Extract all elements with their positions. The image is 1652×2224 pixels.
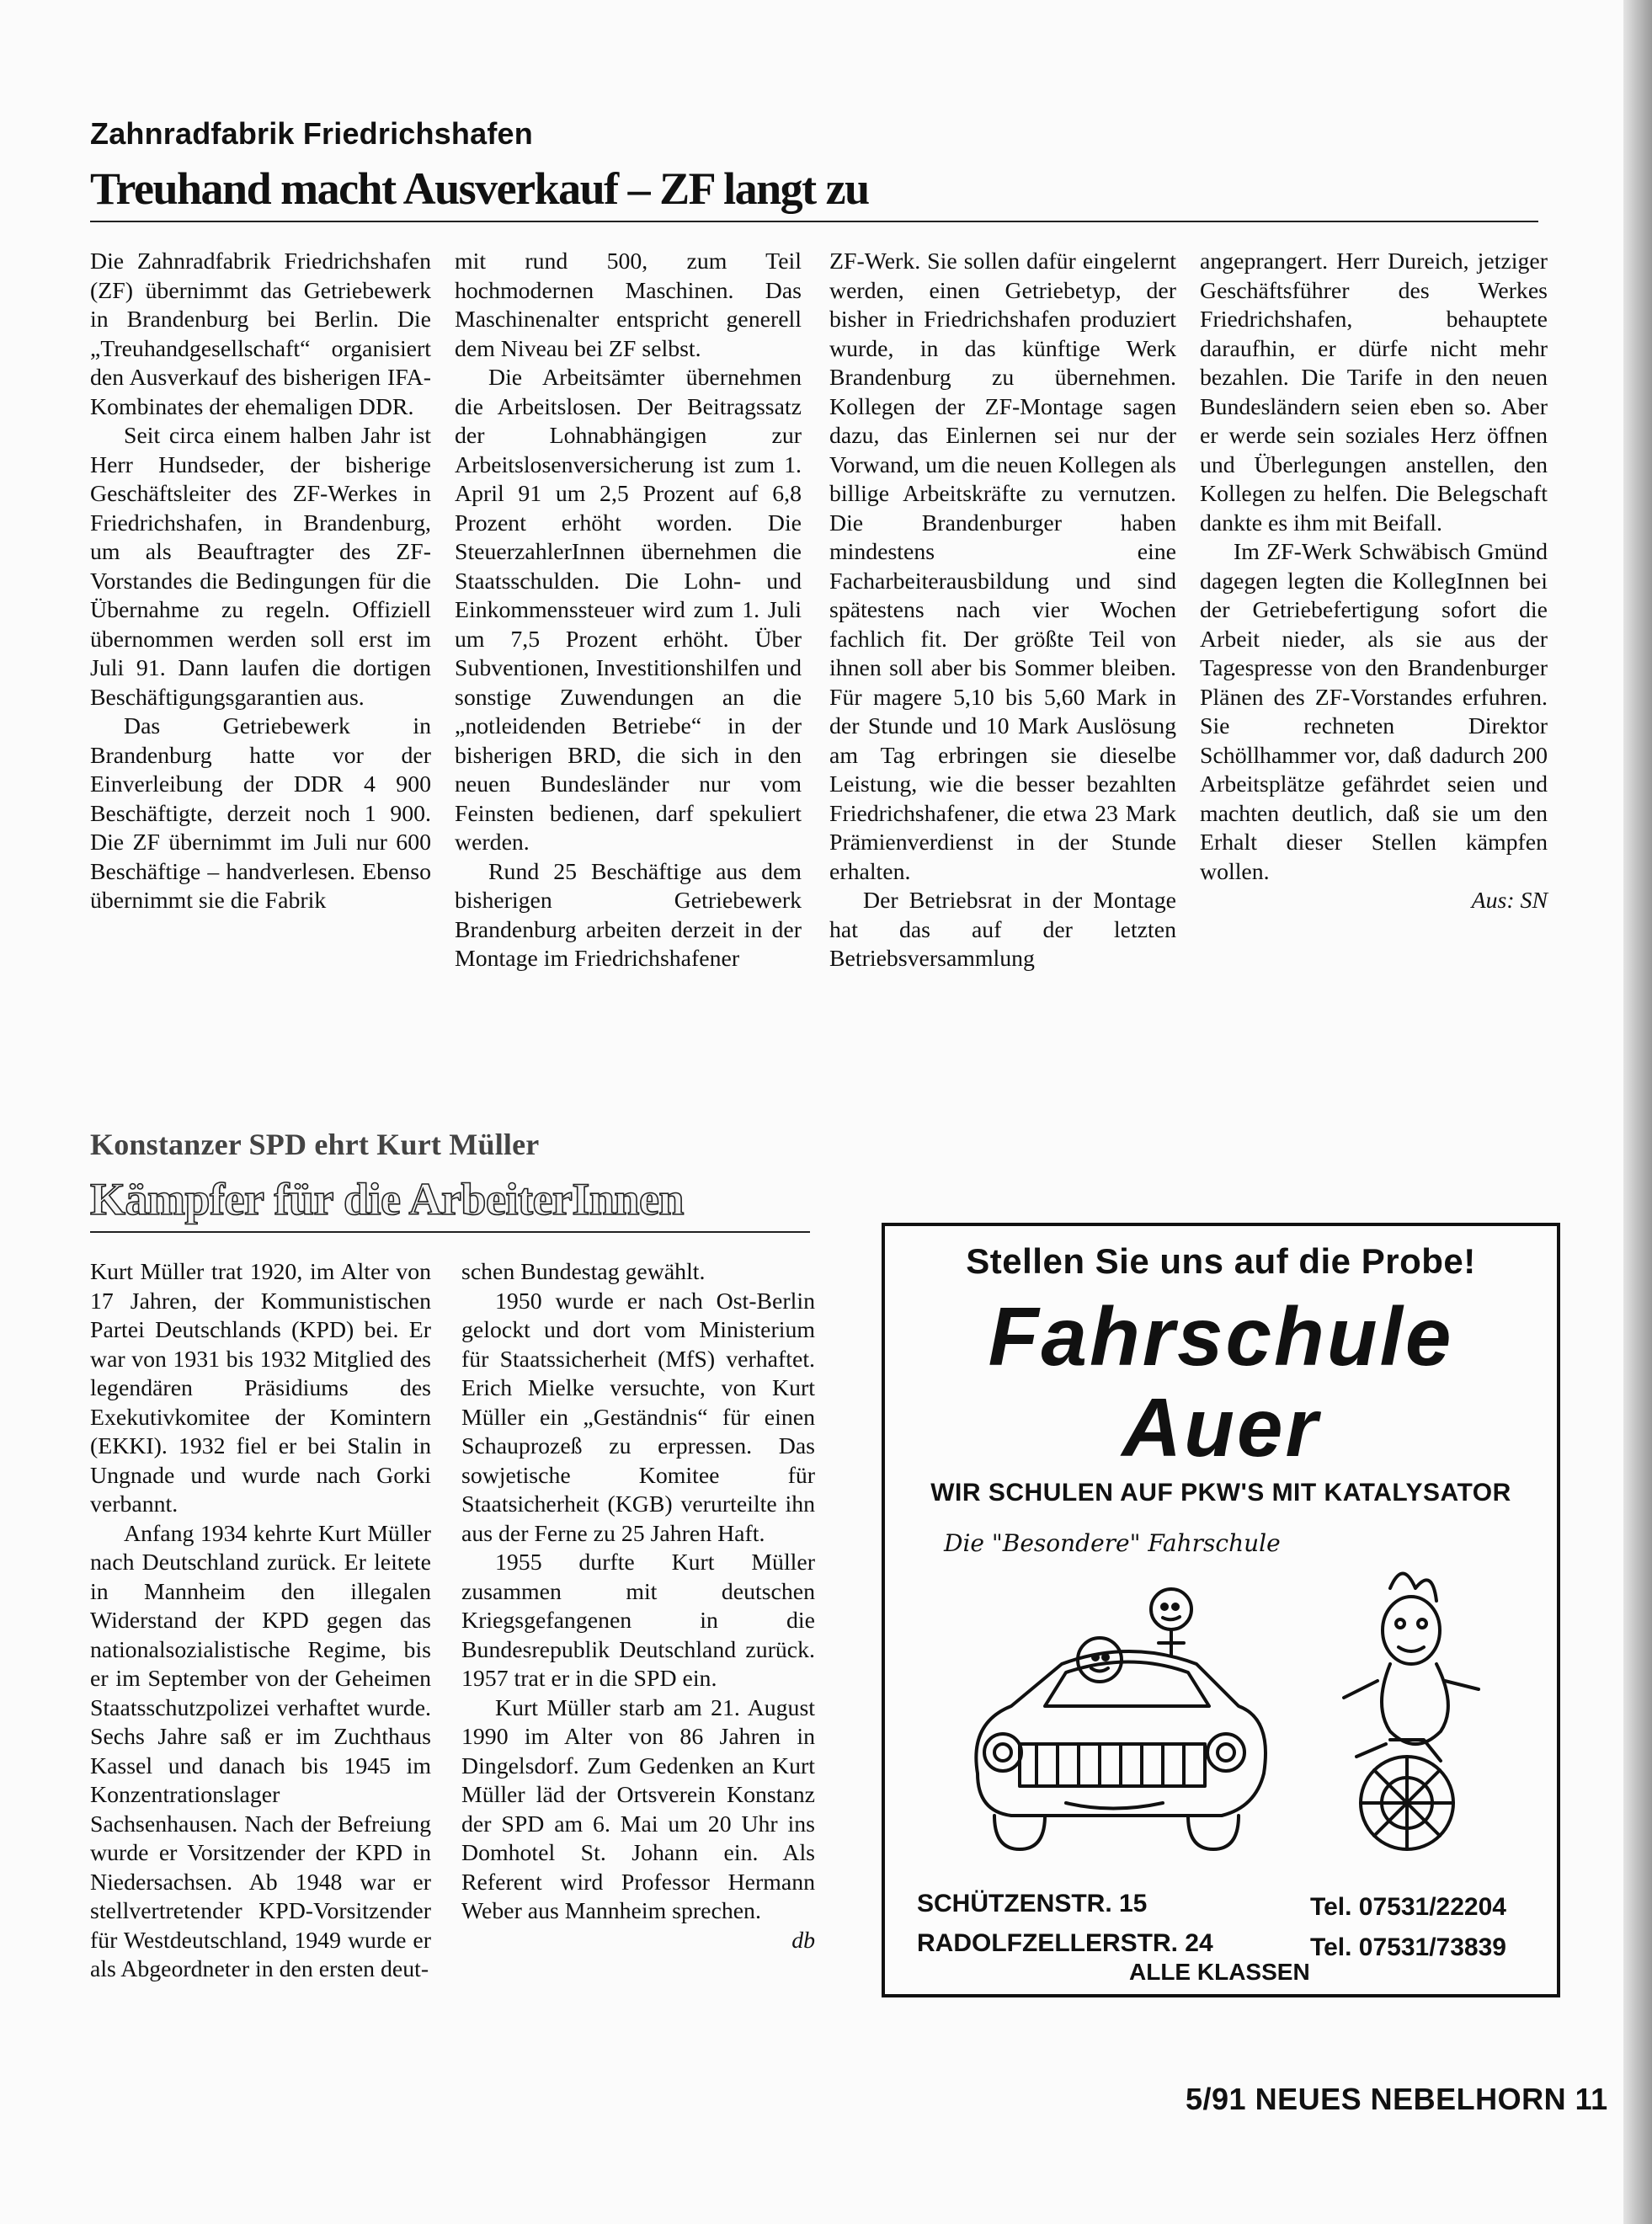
ad-tagline: Stellen Sie uns auf die Probe! bbox=[966, 1241, 1476, 1281]
ad-phone-2: Tel. 07531/73839 bbox=[1310, 1933, 1506, 1961]
ad-address-1: SCHÜTZENSTR. 15 bbox=[917, 1890, 1148, 1917]
article1-rule bbox=[90, 221, 1538, 222]
paragraph: Das Getriebewerk in Brandenburg hatte vor der Einverleibung der DDR 4 900 Beschäftigte, derzeit noch 1 900. Die ZF übernimmt im Juli nur 600 Beschäftige – handverlesen. Ebenso übernimmt sie die Fabrik bbox=[90, 713, 431, 914]
ad-brand-line-2: Auer bbox=[1122, 1381, 1320, 1474]
article1-column-2 bbox=[455, 248, 802, 974]
article1-credit: Aus: SN bbox=[1471, 888, 1548, 914]
ad-subline: WIR SCHULEN AUF PKW'S MIT KATALYSATOR bbox=[930, 1479, 1511, 1507]
paragraph: Im ZF-Werk Schwäbisch Gmünd dagegen legten die KollegInnen bei der Getriebefertigung sofort die Arbeit nieder, als sie aus der Tagespresse von den Brandenburger Plänen des ZF-Vorstandes erfuhren. Sie rechneten Direktor Schöllhammer vor, daß dadurch 200 Arbeitsplätze gefährdet seien und machten deutlich, daß sie um den Erhalt dieser Stellen kämpfen wollen. bbox=[1200, 539, 1548, 885]
paragraph: schen Bundestag gewählt. bbox=[461, 1259, 706, 1285]
ad-brand-line-1: Fahrschule bbox=[988, 1290, 1454, 1383]
article1-column-4 bbox=[1200, 248, 1548, 916]
paragraph: Die Arbeitsämter übernehmen die Arbeitslosen. Der Beitragssatz der Lohnabhängigen zur Arbeitslosenversicherung ist zum 1. April 91 um 2,5 Prozent auf 6,8 Prozent erhöht worden. Die SteuerzahlerInnen übernehmen die Staatsschulden. Die Lohn- und Einkommenssteuer wird zum 1. Juli um 7,5 Prozent erhöht. Über Subventionen, Investitionshilfen und sonstige Zuwendungen an die „notleidenden Betriebe“ in der bisherigen BRD, die sich in den neuen Bundesländer nur vom Feinsten bedienen, darf spekuliert werden. bbox=[455, 365, 802, 856]
article1-column-1 bbox=[90, 248, 431, 916]
paragraph: 1955 durfte Kurt Müller zusammen mit deutschen Kriegsgefangenen in die Bundesrepublik Deutschland zurück. 1957 trat er in die SPD ein. bbox=[461, 1549, 815, 1692]
car-illustration bbox=[976, 1589, 1266, 1849]
cartoon-illustration bbox=[919, 1563, 1525, 1866]
paragraph: mit rund 500, zum Teil hochmodernen Maschinen. Das Maschinenalter entspricht generell dem Niveau bei ZF selbst. bbox=[455, 248, 802, 362]
scan-edge-shadow bbox=[1623, 0, 1652, 2224]
article2-credit: db bbox=[791, 1927, 815, 1954]
article2-column-1 bbox=[90, 1258, 431, 1985]
paragraph: Kurt Müller trat 1920, im Alter von 17 Jahren, der Kommunistischen Partei Deutschlands (KPD) bei. Er war von 1931 bis 1932 Mitglied des legendären Präsidiums des Exekutivkomitee der Komintern (EKKI). 1932 fiel er bei Stalin in Ungnade und wurde nach Gorki verbannt. bbox=[90, 1259, 431, 1517]
driving-school-ad bbox=[882, 1223, 1560, 1997]
paragraph: Rund 25 Beschäftige aus dem bisherigen Getriebewerk Brandenburg arbeiten derzeit in der Montage im Friedrichshafener bbox=[455, 858, 802, 972]
ad-classes: ALLE KLASSEN bbox=[1129, 1959, 1310, 1985]
motorcycle-rider-illustration bbox=[1344, 1574, 1479, 1850]
article2-headline: Kämpfer für die ArbeiterInnen bbox=[90, 1174, 684, 1224]
article2-rule bbox=[90, 1231, 810, 1233]
ad-address-2: RADOLFZELLERSTR. 24 bbox=[917, 1929, 1213, 1957]
article1-column-3 bbox=[829, 248, 1176, 974]
paragraph: Anfang 1934 kehrte Kurt Müller nach Deutschland zurück. Er leitete in Mannheim den illegalen Widerstand der KPD gegen das nationalsozialistische Regime, bis er im September von der Geheimen Staatsschutzpolizei verhaftet wurde. Sechs Jahre saß er im Zuchthaus Kassel und danach bis 1945 im Konzentrationslager Sachsenhausen. Nach der Befreiung wurde er Vorsitzender der KPD in Niedersachsen. Ab 1948 war er stellvertretender KPD-Vorsitzender für Westdeutschland, 1949 wurde er als Abgeordneter in den ersten deut- bbox=[90, 1520, 431, 1982]
paragraph: 1950 wurde er nach Ost-Berlin gelockt und dort vom Ministerium für Staatssicherheit (MfS) verhaftet. Erich Mielke versuchte, von Kurt Müller ein „Geständnis“ für einen Schauprozeß zu erpressen. Das sowjetische Komitee für Staatsicherheit (KGB) verurteilte ihn aus der Ferne zu 25 Jahren Haft. bbox=[461, 1288, 815, 1547]
paragraph: Kurt Müller starb am 21. August 1990 im Alter von 86 Jahren in Dingelsdorf. Zum Gedenken an Kurt Müller läd der Ortsverein Konstanz der SPD am 6. Mai um 20 Uhr ins Domhotel St. Johann ein. Als Referent wird Professor Hermann Weber aus Mannheim sprechen. bbox=[461, 1694, 815, 1924]
paragraph: Die Zahnradfabrik Friedrichshafen (ZF) übernimmt das Getriebewerk in Brandenburg bei Berlin. Die „Treuhandgesellschaft“ organisiert den Ausverkauf des bisherigen IFA-Kombinates der ehemaligen DDR. bbox=[90, 248, 431, 420]
paragraph: Seit circa einem halben Jahr ist Herr Hundseder, der bisherige Geschäftsleiter des ZF-Werkes in Friedrichshafen, in Brandenburg, um als Beauftragter des ZF-Vorstandes die Bedingungen für die Übernahme zu regeln. Offiziell übernommen werden soll erst im Juli 91. Dann laufen die dortigen Beschäftigungsgarantien aus. bbox=[90, 423, 431, 711]
page-footer: 5/91 NEUES NEBELHORN 11 bbox=[1186, 2082, 1608, 2116]
ad-phone-1: Tel. 07531/22204 bbox=[1310, 1893, 1506, 1921]
ad-motto: Die "Besondere" Fahrschule bbox=[944, 1529, 1281, 1557]
article2-column-2 bbox=[461, 1258, 815, 1955]
article1-headline: Treuhand macht Ausverkauf – ZF langt zu bbox=[90, 163, 869, 214]
paragraph: angeprangert. Herr Dureich, jetziger Geschäftsführer des Werkes Friedrichshafen, behauptete daraufhin, er dürfe nicht mehr bezahlen. Die Tarife in den neuen Bundesländern seien eben so. Aber er werde sein soziales Herz öffnen und Überlegungen anstellen, den Kollegen zu helfen. Die Belegschaft dankte es ihm mit Beifall. bbox=[1200, 248, 1548, 536]
article1-kicker: Zahnradfabrik Friedrichshafen bbox=[90, 116, 533, 151]
paragraph: Der Betriebsrat in der Montage hat das auf der letzten Betriebsversammlung bbox=[829, 888, 1176, 972]
article2-kicker: Konstanzer SPD ehrt Kurt Müller bbox=[90, 1128, 540, 1161]
paragraph: ZF-Werk. Sie sollen dafür eingelernt werden, einen Getriebetyp, der bisher in Friedrichshafen produziert wurde, in das künftige Werk Brandenburg zu übernehmen. Kollegen der ZF-Montage sagen dazu, das Einlernen sei nur der Vorwand, um die neuen Kollegen als billige Arbeitskräfte zu vernutzen. Die Brandenburger haben mindestens eine Facharbeiterausbildung und sind spätestens nach vier Wochen fachlich fit. Der größte Teil von ihnen soll aber bis Sommer bleiben. Für magere 5,10 bis 5,60 Mark in der Stunde und 10 Mark Auslösung am Tag erbringen sie dieselbe Leistung, wie die besser bezahlten Friedrichshafener, die etwa 23 Mark Prämienverdienst in der Stunde erhalten. bbox=[829, 248, 1176, 885]
